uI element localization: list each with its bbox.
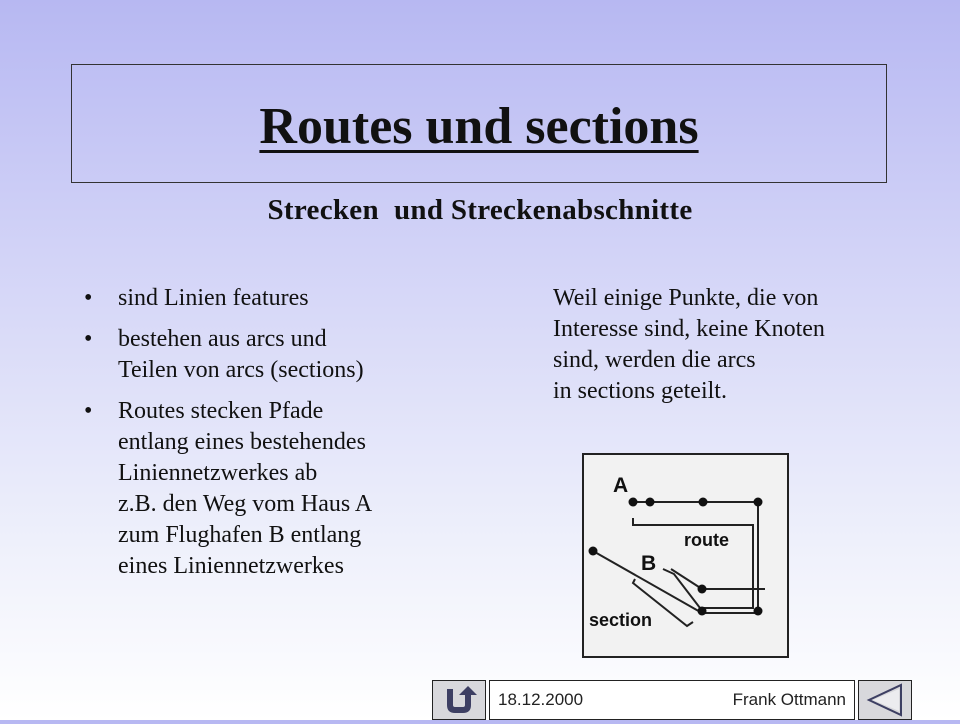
node [698,607,707,616]
node [629,498,638,507]
bullet-item [84,283,484,314]
footer-author: Frank Ottmann [732,690,846,709]
label-a: A [613,474,629,497]
left-triangle-icon [859,681,911,719]
node [754,498,763,507]
bullet-list [84,283,484,592]
bullet-item [84,396,484,582]
label-b: B [641,552,657,575]
explanation-line: Weil einige Punkte, die von [553,285,819,311]
node [699,498,708,507]
title-box [71,64,887,183]
route-section-diagram [575,448,795,663]
slide-title: Routes und sections [259,98,699,155]
return-arrow-icon [433,681,485,719]
label-section: section [589,610,653,630]
back-button[interactable] [858,680,912,720]
label-route: route [684,530,729,550]
footer-bar [489,680,855,720]
bullet-item [84,324,484,386]
bullet-line: Liniennetzwerkes ab [118,460,318,486]
explanation-line: in sections geteilt. [553,378,727,404]
bullet-line: • bestehen aus arcs und [118,326,327,352]
explanation-text [553,283,953,407]
bullet-line: eines Liniennetzwerkes [118,553,344,579]
node [646,498,655,507]
footer-nav [432,680,912,720]
footer-date: 18.12.2000 [498,690,584,709]
bullet-line: Teilen von arcs (sections) [118,357,364,383]
slide-subtitle: Strecken und Streckenabschnitte [267,194,693,226]
bullet-line: zum Flughafen B entlang [118,522,362,548]
explanation-line: sind, werden die arcs [553,347,756,373]
bullet-line: entlang eines bestehendes [118,429,366,455]
node [589,547,598,556]
bullet-line: • sind Linien features [118,285,309,311]
explanation-line: Interesse sind, keine Knoten [553,316,825,342]
bullet-line: z.B. den Weg vom Haus A [118,491,373,517]
node [754,607,763,616]
return-button[interactable] [432,680,486,720]
bullet-line: • Routes stecken Pfade [118,398,324,424]
node [698,585,707,594]
